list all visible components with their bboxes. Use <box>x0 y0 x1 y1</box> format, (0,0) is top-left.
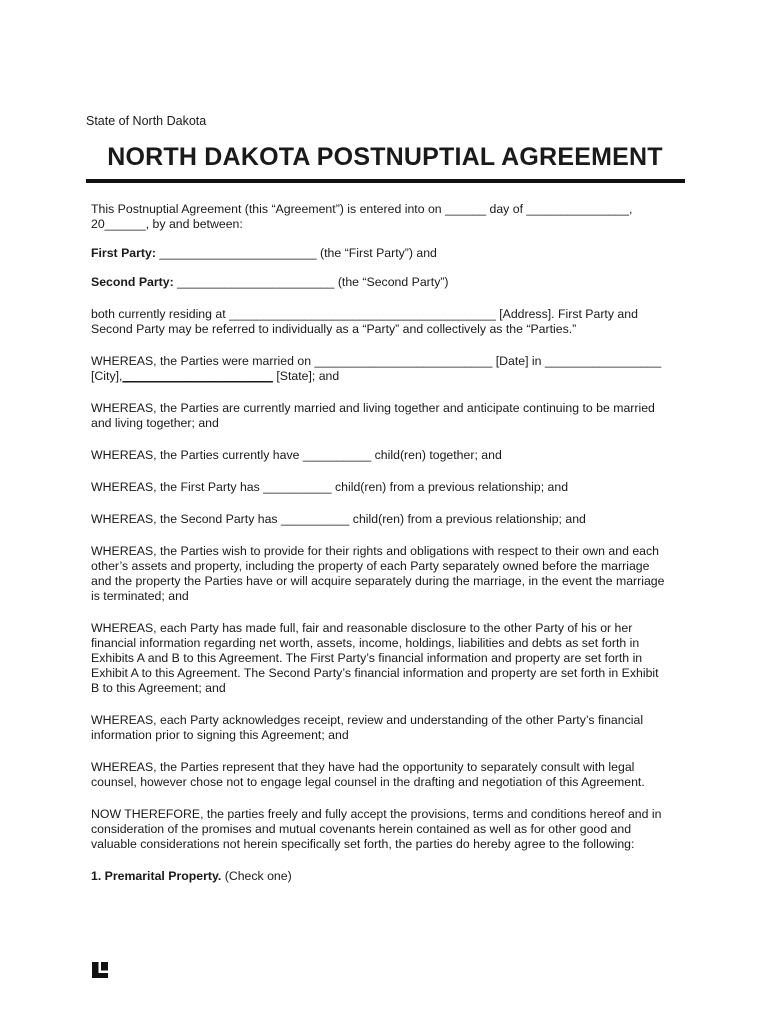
first-party-text: _______________________ (the “First Party”) and <box>155 246 437 260</box>
first-party-line <box>91 246 691 261</box>
intro-line-2: 20______, by and between: <box>91 217 243 231</box>
married-city-label: [City], <box>91 369 123 383</box>
clause-line: WHEREAS, the Second Party has __________ child(ren) from a previous relationship; and <box>91 512 586 526</box>
whereas-children-together <box>91 448 691 463</box>
clause-line: NOW THEREFORE, the parties freely and fully accept the provisions, terms and conditions hereof and in <box>91 807 662 821</box>
document-title: NORTH DAKOTA POSTNUPTIAL AGREEMENT <box>107 143 663 171</box>
document-brand-logo-icon <box>92 962 108 978</box>
clause-line: other’s assets and property, including the property of each Party separately owned before the marriage <box>91 559 650 573</box>
clause-line: WHEREAS, the Parties wish to provide for their rights and obligations with respect to their own and each <box>91 544 659 558</box>
clause-line: financial information regarding net worth, assets, income, holdings, liabilities and debts as set forth in <box>91 636 640 650</box>
residence-line-2: Second Party may be referred to individually as a “Party” and collectively as the “Parties.” <box>91 322 577 336</box>
residence-paragraph <box>91 307 691 337</box>
second-party-text: _______________________ (the “Second Party”) <box>173 275 449 289</box>
clause-line: WHEREAS, each Party has made full, fair and reasonable disclosure to the other Party of his or her <box>91 621 633 635</box>
whereas-acknowledges-receipt <box>91 713 691 743</box>
clause-line: consideration of the promises and mutual covenants herein contained as well as for other good and <box>91 822 632 836</box>
section-1-heading-line <box>91 869 691 884</box>
whereas-married-paragraph <box>91 354 691 384</box>
state-label: State of North Dakota <box>86 114 207 128</box>
section-1-note: (Check one) <box>221 869 292 883</box>
section-1-heading: 1. Premarital Property. <box>91 869 222 883</box>
married-state-blank: ______________________ <box>122 369 273 383</box>
second-party-line <box>91 275 691 290</box>
married-state-label: [State]; and <box>272 369 340 383</box>
clause-line: WHEREAS, the Parties represent that they have had the opportunity to separately consult with legal <box>91 760 635 774</box>
second-party-label: Second Party: <box>91 275 174 289</box>
clause-line: counsel, however chose not to engage legal counsel in the drafting and negotiation of this Agreement. <box>91 775 645 789</box>
clause-line: WHEREAS, the Parties are currently married and living together and anticipate continuing to be married <box>91 401 655 415</box>
intro-paragraph <box>91 202 691 232</box>
whereas-living-together <box>91 401 691 431</box>
whereas-financial-disclosure <box>91 621 691 696</box>
clause-line: and living together; and <box>91 416 219 430</box>
clause-line: Exhibits A and B to this Agreement. The First Party’s financial information and property are set forth in <box>91 651 643 665</box>
clause-line: information prior to signing this Agreement; and <box>91 728 349 742</box>
whereas-rights-obligations <box>91 544 691 604</box>
clause-line: WHEREAS, each Party acknowledges receipt, review and understanding of the other Party’s financial <box>91 713 644 727</box>
now-therefore-paragraph <box>91 807 691 852</box>
clause-line: and the property the Parties have or will acquire separately during the marriage, in the event the marriage <box>91 574 665 588</box>
clause-line: Exhibit A to this Agreement. The Second Party’s financial information and property are set forth in Exhibit <box>91 666 659 680</box>
clause-line: B to this Agreement; and <box>91 681 226 695</box>
title-divider <box>86 179 685 183</box>
clause-line: WHEREAS, the First Party has __________ child(ren) from a previous relationship; and <box>91 480 569 494</box>
first-party-label: First Party: <box>91 246 156 260</box>
whereas-second-party-children <box>91 512 691 527</box>
intro-line-1: This Postnuptial Agreement (this “Agreement”) is entered into on ______ day of _______________, <box>91 202 633 216</box>
whereas-legal-counsel <box>91 760 691 790</box>
clause-line: valuable considerations not herein specifically set forth, the parties do hereby agree to the following: <box>91 837 635 851</box>
married-line-1: WHEREAS, the Parties were married on __________________________ [Date] in _________________ <box>91 354 662 368</box>
document-body <box>91 202 691 901</box>
clause-line: is terminated; and <box>91 589 189 603</box>
whereas-first-party-children <box>91 480 691 495</box>
clause-line: WHEREAS, the Parties currently have __________ child(ren) together; and <box>91 448 502 462</box>
residence-line-1: both currently residing at _______________________________________ [Address]. First Party and <box>91 307 638 321</box>
